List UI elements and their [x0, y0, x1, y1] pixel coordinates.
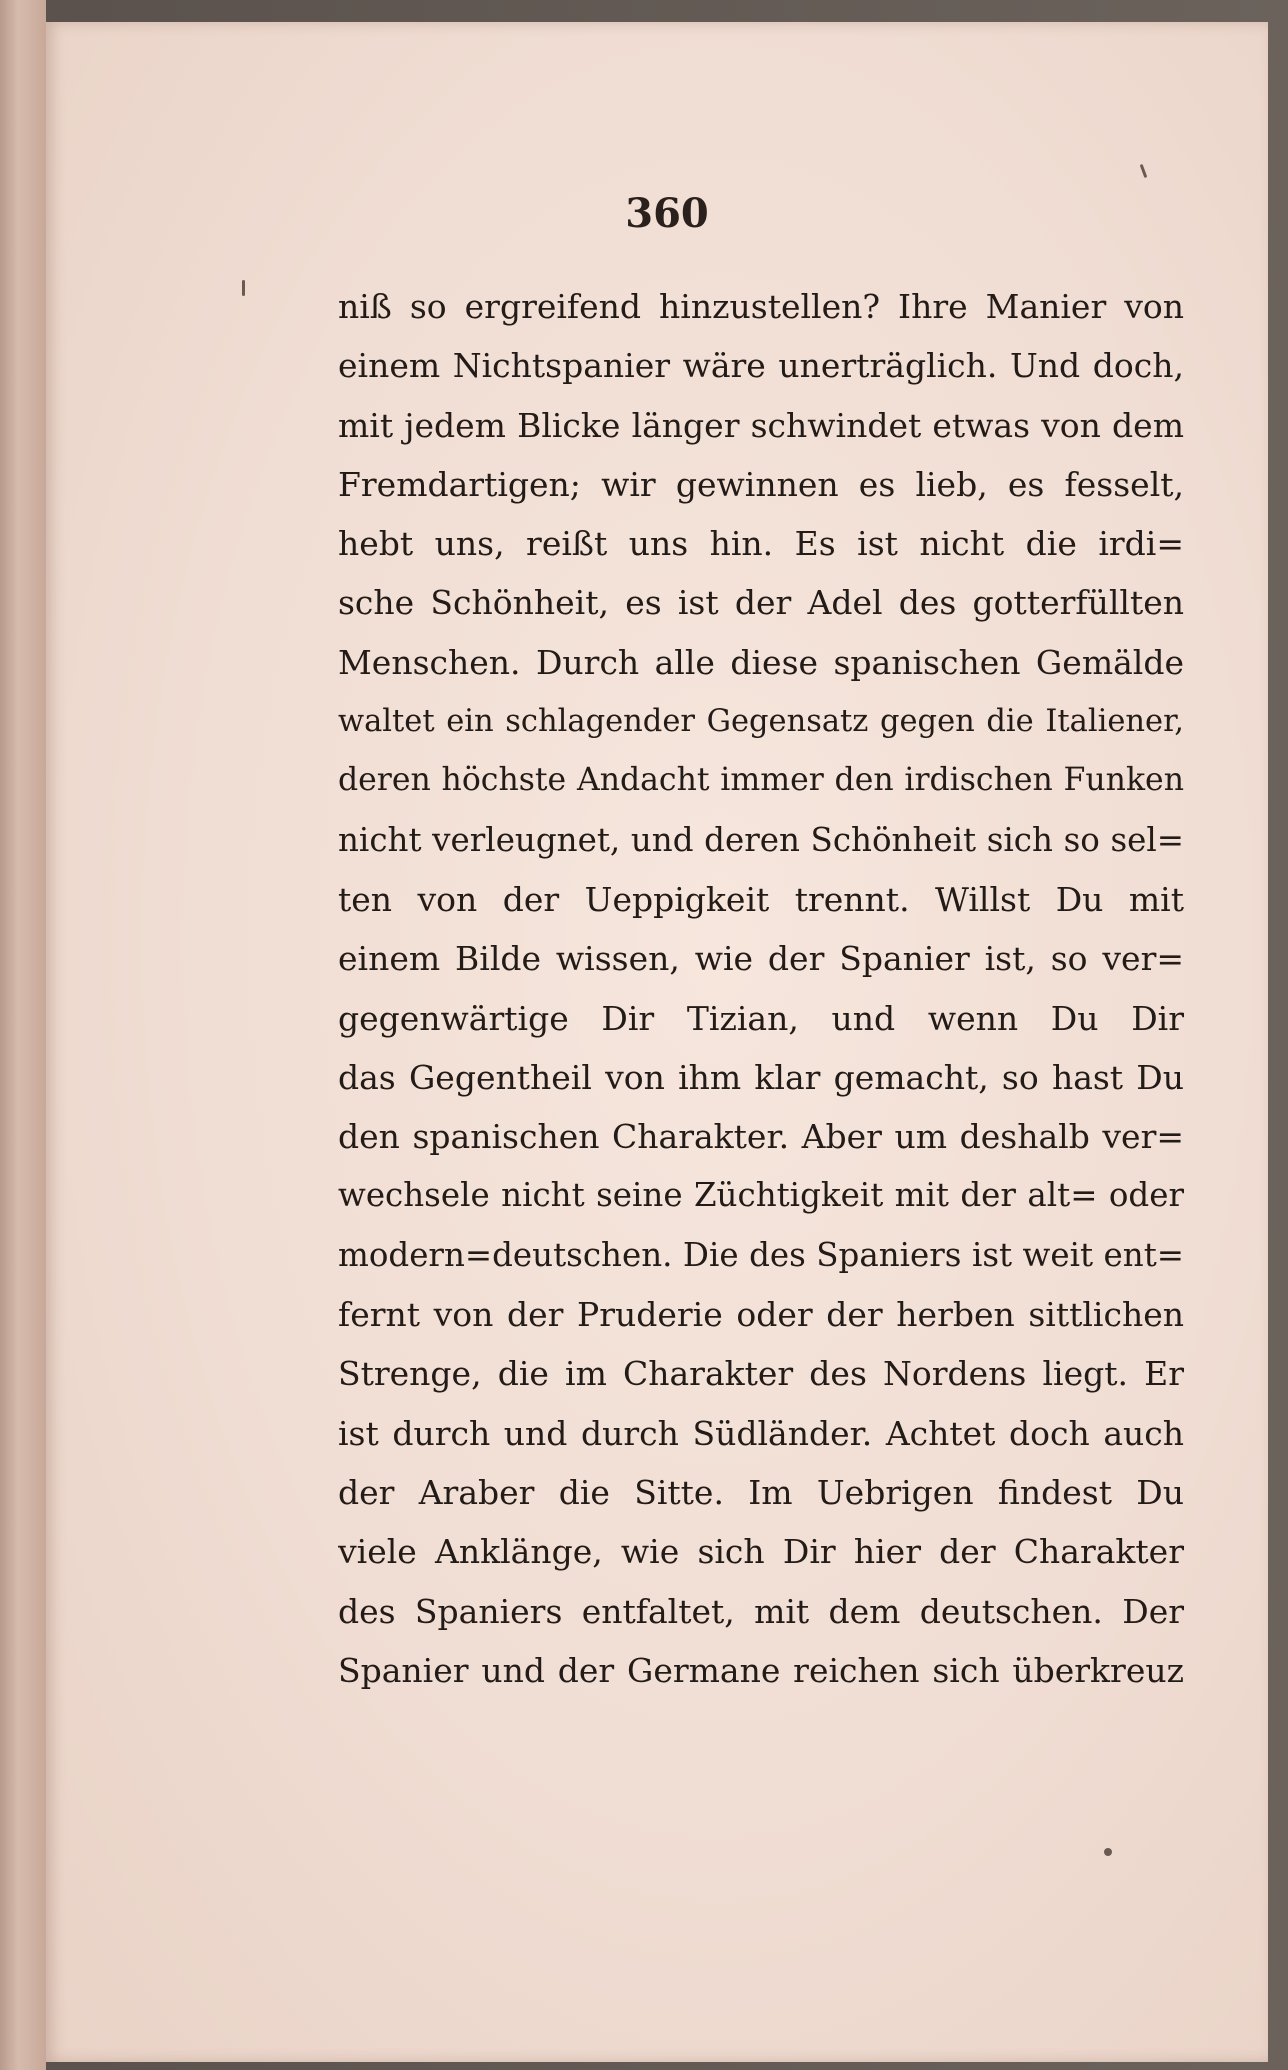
- text-line: einem Bilde wissen, wie der Spanier ist, so ver=: [338, 939, 1184, 979]
- text-line: Menschen. Durch alle diese spanischen Gemälde: [338, 642, 1184, 682]
- text-line: des Spaniers entfaltet, mit dem deutschen. Der: [338, 1591, 1184, 1631]
- text-line: waltet ein schlagender Gegensatz gegen die Italiener,: [338, 704, 1184, 740]
- text-line: Spanier und der Germane reichen sich überkreuz: [338, 1650, 1184, 1690]
- text-line: viele Anklänge, wie sich Dir hier der Charakter: [338, 1532, 1184, 1572]
- text-line: Fremdartigen; wir gewinnen es lieb, es fesselt,: [338, 464, 1184, 504]
- paper-speck: [1104, 1848, 1112, 1856]
- text-line: deren höchste Andacht immer den irdischen Funken: [338, 762, 1184, 799]
- page-number: 360: [625, 190, 709, 237]
- body-text: [338, 277, 1184, 1700]
- text-line: sche Schönheit, es ist der Adel des gotterfüllten: [338, 583, 1184, 623]
- text-line: den spanischen Charakter. Aber um deshalb ver=: [338, 1117, 1184, 1157]
- text-line: gegenwärtige Dir Tizian, und wenn Du Dir: [338, 998, 1184, 1038]
- paper-speck: [242, 280, 245, 296]
- text-line: der Araber die Sitte. Im Uebrigen findest Du: [338, 1472, 1184, 1512]
- text-line: hebt uns, reißt uns hin. Es ist nicht die irdi=: [338, 524, 1184, 564]
- text-line: einem Nichtspanier wäre unerträglich. Und doch,: [338, 346, 1184, 386]
- text-line: niß so ergreifend hinzustellen? Ihre Manier von: [338, 287, 1184, 326]
- page-stack-edge: [0, 0, 46, 2070]
- book-page: [46, 22, 1268, 2062]
- text-line: nicht verleugnet, und deren Schönheit sich so sel=: [338, 820, 1184, 859]
- text-line: das Gegentheil von ihm klar gemacht, so hast Du: [338, 1057, 1184, 1097]
- text-line: ist durch und durch Südländer. Achtet doch auch: [338, 1413, 1184, 1453]
- text-line: fernt von der Pruderie oder der herben sittlichen: [338, 1295, 1184, 1335]
- text-line: Strenge, die im Charakter des Nordens liegt. Er: [338, 1354, 1184, 1394]
- text-line: mit jedem Blicke länger schwindet etwas von dem: [338, 405, 1184, 445]
- text-line: modern=deutschen. Die des Spaniers ist weit ent=: [338, 1235, 1184, 1274]
- paper-speck: [1140, 164, 1148, 178]
- text-line: ten von der Ueppigkeit trennt. Willst Du mit: [338, 879, 1184, 919]
- text-line: wechsele nicht seine Züchtigkeit mit der alt= oder: [338, 1176, 1184, 1215]
